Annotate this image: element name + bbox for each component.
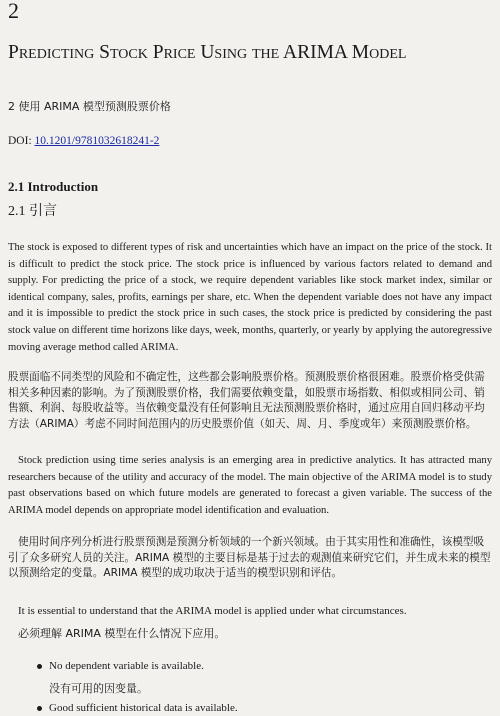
chapter-number: 2: [8, 0, 19, 23]
bullet-1-cn: 没有可用的因变量。: [49, 682, 148, 695]
section-heading-en: 2.1 Introduction: [8, 179, 99, 194]
chapter-subtitle-cn: 2 使用 ARIMA 模型预测股票价格: [8, 100, 171, 113]
paragraph-3-cn: 必须理解 ARIMA 模型在什么情况下应用。: [18, 627, 226, 640]
section-heading-cn: 2.1 引言: [8, 204, 57, 219]
doi-link[interactable]: 10.1201/9781032618241-2: [34, 135, 160, 147]
chapter-title: Predicting Stock Price Using the ARIMA Model: [8, 42, 407, 63]
paragraph-2-en: Stock prediction using time series analysis is an emerging area in predictive analytics. It has attracted many researchers because of the utility and accuracy of the model. The main objective of the ARIMA model is to study past observations based on which future models are generated to forecast a given variable. The success of the ARIMA model depends on appropriate model identification and evaluation.: [8, 455, 492, 516]
paragraph-1-cn: 股票面临不同类型的风险和不确定性，这些都会影响股票价格。预测股票价格很困难。股票价格受供需相关多种因素的影响。为了预测股票价格，我们需要依赖变量，如股票市场指数、相似或相同公司、销售额、利润、每股收益等。当依赖变量没有任何影响且无法预测股票价格时，通过应用自回归移动平均方法（ARIMA）考虑不同时间范围内的历史股票价值（如天、周、月、季度或年）来预测股票价格。: [8, 371, 485, 430]
bullet-dot-icon: [36, 663, 44, 671]
bullet-1-en: No dependent variable is available.: [49, 660, 204, 672]
paragraph-2-cn: 使用时间序列分析进行股票预测是预测分析领域的一个新兴领域。由于其实用性和准确性，该模型吸引了众多研究人员的关注。ARIMA 模型的主要目标是基于过去的观测值来研究它们，并生成未来的模型以预测给定的变量。ARIMA 模型的成功取决于适当的模型识别和评估。: [8, 536, 491, 580]
bullet-2-en: Good sufficient historical data is available.: [49, 702, 238, 714]
doi-line: [8, 133, 159, 149]
doi-label: DOI:: [8, 135, 35, 147]
paragraph-1-en: The stock is exposed to different types of risk and uncertainties which have an impact on the price of the stock. It is difficult to predict the stock price. The stock price is influenced by various factors related to demand and supply. For predicting the price of a stock, we require dependent variables like stock market index, similar or identical company, sales, profits, earnings per share, etc. When the dependent variable does not have any impact and it is impossible to predict the stock price in such cases, the stock price is predicted by considering the past stock value on different time horizons like days, week, months, quarterly, or yearly by applying the autoregressive moving average method called ARIMA.: [8, 242, 492, 353]
paragraph-3-en: It is essential to understand that the ARIMA model is applied under what circumstances.: [18, 605, 407, 617]
bullet-dot-icon: [36, 705, 44, 713]
